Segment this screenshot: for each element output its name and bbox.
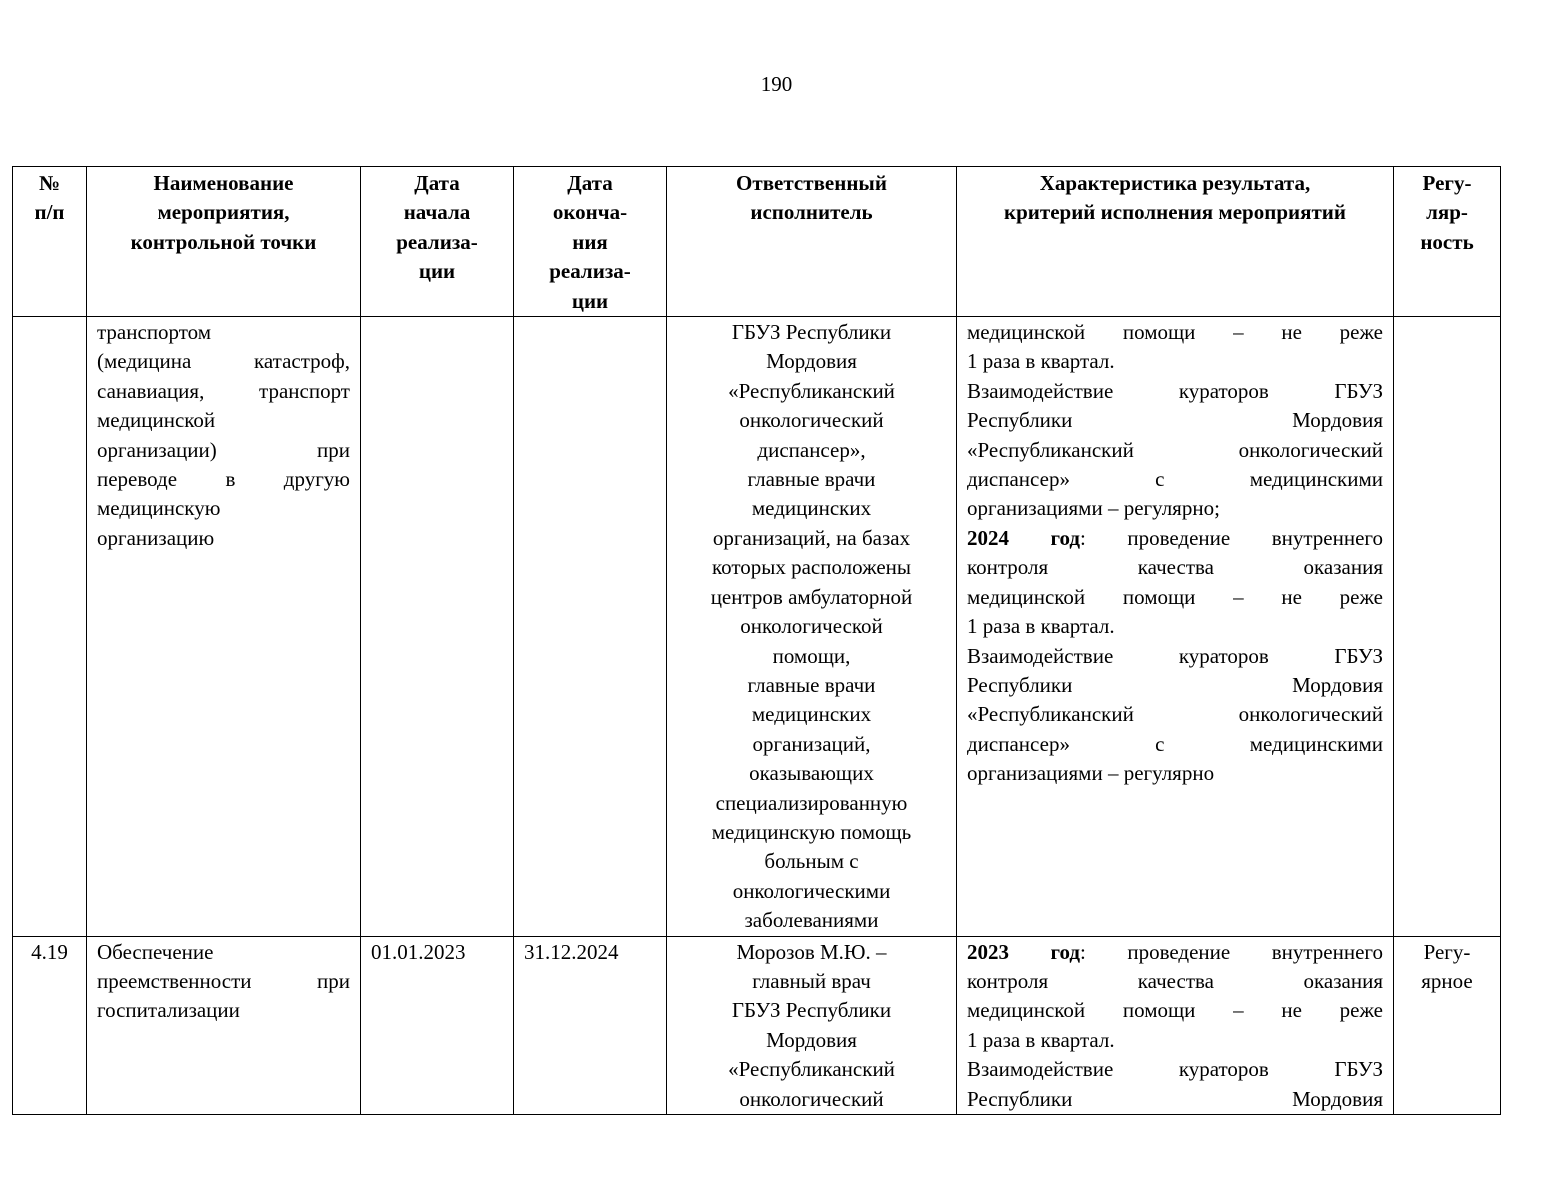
cell-regularity	[1394, 317, 1501, 937]
text-fragment: организациями – регулярно	[967, 761, 1215, 786]
text-line: медицинских	[751, 702, 872, 727]
text-line: ярное	[1421, 968, 1473, 993]
text-line: медицинскую помощь	[711, 819, 912, 844]
text-line	[967, 583, 1383, 612]
text-line	[967, 465, 1383, 494]
cell-responsible	[667, 936, 957, 1114]
text-line: заболеваниями	[744, 908, 879, 933]
events-table	[12, 166, 1501, 1115]
text-fragment: 1 раза в квартал.	[967, 1027, 1115, 1052]
text-line: Дата	[414, 171, 460, 195]
text-line: главный врач	[752, 968, 871, 993]
text-line: главные врачи	[747, 672, 876, 697]
text-line: переводе в другую	[97, 467, 350, 492]
text-fragment: медицинской помощи – не реже	[967, 998, 1383, 1023]
text-line: Мордовия	[766, 1027, 857, 1052]
text-fragment: Республики Мордовия	[967, 672, 1383, 697]
text-fragment: 1 раза в квартал.	[967, 349, 1115, 374]
header-name	[87, 167, 361, 317]
text-line: Ответственный	[736, 171, 887, 195]
text-line: онкологический	[739, 408, 884, 433]
text-line: диспансер»,	[757, 437, 866, 462]
text-line: Обеспечение	[97, 939, 214, 964]
cell-responsible	[667, 317, 957, 937]
text-line: онкологической	[740, 614, 883, 639]
text-line: преемственности при	[97, 968, 350, 993]
text-line	[967, 436, 1383, 465]
header-row	[13, 167, 1501, 317]
text-line: онкологический	[739, 1086, 884, 1111]
text-line: начала	[403, 200, 471, 225]
text-line: специализированную	[715, 790, 908, 815]
text-line: п/п	[34, 200, 65, 225]
text-line: транспортом	[97, 320, 212, 345]
text-line	[967, 406, 1383, 435]
text-line: организаций,	[752, 731, 871, 756]
text-line: главные врачи	[747, 467, 876, 492]
text-line: «Республиканский	[728, 378, 895, 403]
text-line: Характеристика результата,	[1039, 171, 1311, 195]
header-end-date	[514, 167, 667, 317]
text-fragment: контроля качества оказания	[967, 968, 1383, 993]
cell-result	[957, 317, 1394, 937]
text-line	[967, 642, 1383, 671]
text-line: мероприятия,	[157, 200, 290, 225]
text-line: организаций, на базах	[712, 525, 911, 550]
text-line: Дата	[567, 171, 613, 195]
year-label: 2024 год	[967, 525, 1081, 550]
cell-regularity	[1394, 936, 1501, 1114]
page-number: 190	[760, 72, 793, 96]
text-line: Мордовия	[766, 349, 857, 374]
cell-name	[87, 936, 361, 1114]
text-line	[967, 318, 1383, 347]
text-fragment: Республики Мордовия	[967, 408, 1383, 433]
text-line: Регу-	[1422, 171, 1472, 195]
header-num	[13, 167, 87, 317]
text-line: которых расположены	[711, 555, 912, 580]
cell-end-date: 31.12.2024	[514, 936, 667, 1114]
cell-end-date	[514, 317, 667, 937]
text-fragment: медицинской помощи – не реже	[967, 584, 1383, 609]
text-fragment: медицинской помощи – не реже	[967, 320, 1383, 345]
cell-start-date: 01.01.2023	[361, 936, 514, 1114]
text-line	[967, 967, 1383, 996]
header-responsible	[667, 167, 957, 317]
text-line: критерий исполнения мероприятий	[1004, 200, 1346, 225]
text-line: №	[38, 171, 61, 195]
text-line: госпитализации	[97, 998, 240, 1023]
text-line: Морозов М.Ю. –	[736, 939, 887, 964]
text-line: ния	[572, 229, 608, 254]
text-line	[967, 938, 1383, 967]
text-line: ляр-	[1426, 200, 1468, 225]
text-line	[967, 494, 1383, 523]
text-line: ГБУЗ Республики	[731, 320, 892, 345]
text-line: организации) при	[97, 437, 350, 462]
cell-result	[957, 936, 1394, 1114]
text-line	[967, 524, 1383, 553]
text-line	[967, 730, 1383, 759]
text-line	[967, 700, 1383, 729]
header-start-date	[361, 167, 514, 317]
text-fragment: 1 раза в квартал.	[967, 614, 1115, 639]
text-line: помощи,	[772, 643, 851, 668]
text-line: Регу-	[1423, 939, 1471, 964]
text-line: онкологическими	[732, 878, 891, 903]
text-line: медицинскую	[97, 496, 221, 521]
year-label: 2023 год	[967, 939, 1081, 964]
text-line: ность	[1420, 229, 1474, 254]
text-line	[967, 377, 1383, 406]
text-line: ции	[418, 259, 456, 284]
text-line	[967, 612, 1383, 641]
table-row	[13, 317, 1501, 937]
text-line: организацию	[97, 525, 215, 550]
text-fragment: Взаимодействие кураторов ГБУЗ	[967, 378, 1383, 403]
text-line: центров амбулаторной	[710, 584, 913, 609]
text-line: реализа-	[396, 229, 478, 254]
text-fragment: Взаимодействие кураторов ГБУЗ	[967, 643, 1383, 668]
text-line: ции	[571, 288, 609, 313]
text-fragment: «Республиканский онкологический	[967, 437, 1383, 462]
text-line: медицинских	[751, 496, 872, 521]
table-header	[13, 167, 1501, 317]
cell-start-date	[361, 317, 514, 937]
text-line: медицинской	[97, 408, 216, 433]
text-line: исполнитель	[750, 200, 873, 225]
table-body	[13, 317, 1501, 1115]
cell-num	[13, 317, 87, 937]
text-fragment: диспансер» с медицинскими	[967, 731, 1383, 756]
cell-name	[87, 317, 361, 937]
text-line: «Республиканский	[728, 1057, 895, 1082]
text-line	[967, 1085, 1383, 1114]
text-line	[967, 996, 1383, 1025]
text-fragment: организациями – регулярно;	[967, 496, 1220, 521]
header-regularity	[1394, 167, 1501, 317]
text-fragment: Республики Мордовия	[967, 1086, 1383, 1111]
text-line: ГБУЗ Республики	[731, 998, 892, 1023]
text-line	[967, 1026, 1383, 1055]
cell-num: 4.19	[13, 936, 87, 1114]
text-line	[967, 1055, 1383, 1084]
text-line: Наименование	[153, 171, 294, 195]
text-line: оконча-	[552, 200, 628, 225]
text-line: больным с	[764, 849, 859, 874]
header-result	[957, 167, 1394, 317]
text-line: контрольной точки	[130, 229, 317, 254]
text-line: реализа-	[549, 259, 631, 284]
text-fragment: контроля качества оказания	[967, 555, 1383, 580]
table-row	[13, 936, 1501, 1114]
text-line	[967, 671, 1383, 700]
text-fragment: : проведение внутреннего	[1080, 525, 1383, 550]
text-fragment: : проведение внутреннего	[1080, 939, 1383, 964]
text-fragment: Взаимодействие кураторов ГБУЗ	[967, 1057, 1383, 1082]
text-fragment: диспансер» с медицинскими	[967, 467, 1383, 492]
text-line	[967, 347, 1383, 376]
text-fragment: «Республиканский онкологический	[967, 702, 1383, 727]
text-line: оказывающих	[749, 761, 874, 786]
text-line	[967, 759, 1383, 788]
text-line: санавиация, транспорт	[97, 378, 350, 403]
text-line	[967, 553, 1383, 582]
text-line: (медицина катастроф,	[97, 349, 350, 374]
